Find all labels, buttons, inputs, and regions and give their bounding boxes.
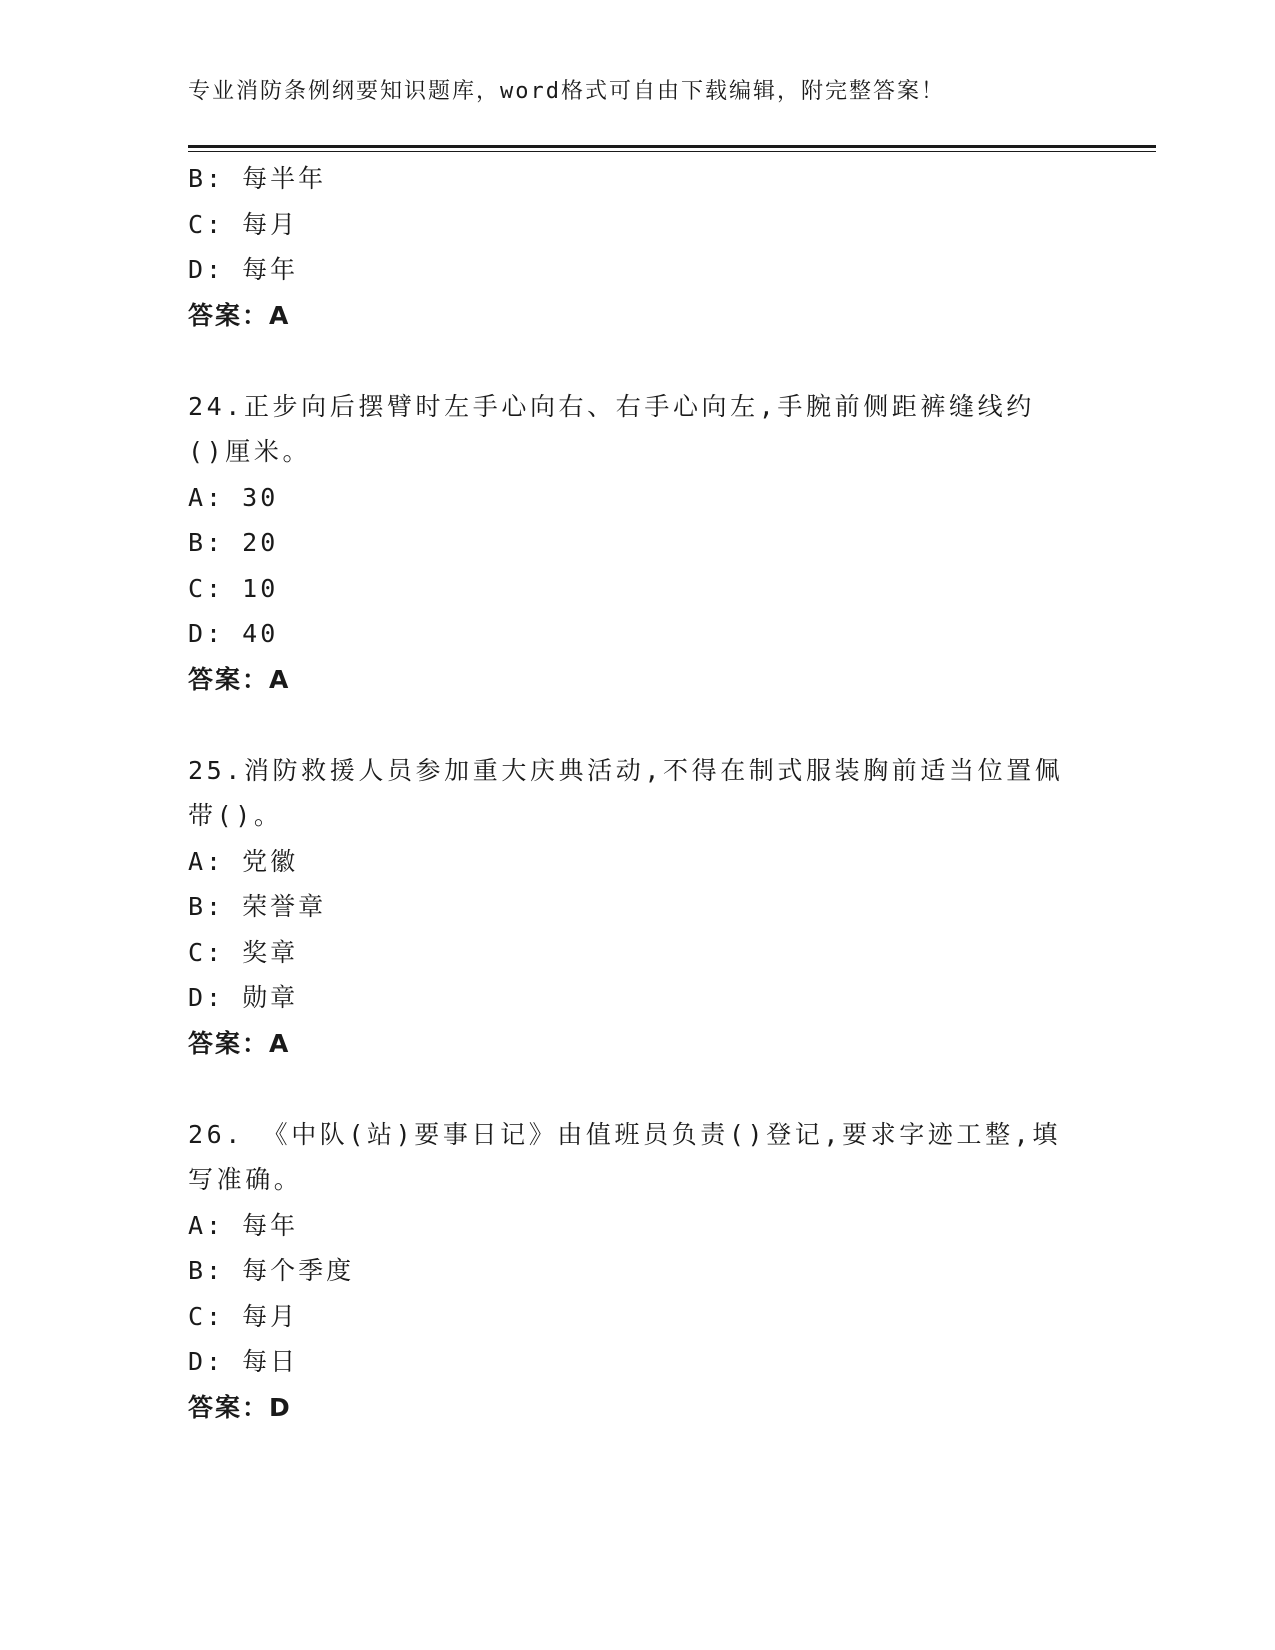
option: C: 10 xyxy=(188,573,279,603)
question-text: 25.消防救援人员参加重大庆典活动,不得在制式服装胸前适当位置佩带()。 xyxy=(188,755,1064,830)
option: A: 每年 xyxy=(188,1210,299,1240)
option: D: 每日 xyxy=(188,1347,299,1376)
option: A: 30 xyxy=(188,482,279,512)
option: A: 党徽 xyxy=(188,846,299,876)
header-rule-thin xyxy=(188,151,1156,152)
option: C: 每月 xyxy=(188,1301,299,1331)
option: B: 荣誉章 xyxy=(188,892,327,921)
answer: 答案：A xyxy=(188,664,291,694)
answer: 答案：A xyxy=(188,300,291,330)
option: B: 每半年 xyxy=(188,164,327,193)
option: B: 每个季度 xyxy=(188,1256,355,1285)
option: C: 每月 xyxy=(188,209,299,239)
question-text: 26. 《中队(站)要事日记》由值班员负责()登记,要求字迹工整,填写准确。 xyxy=(188,1119,1061,1194)
question-24 xyxy=(188,384,1088,703)
header-rule xyxy=(188,145,1156,148)
answer: 答案：D xyxy=(188,1392,292,1422)
question-26 xyxy=(188,1112,1088,1431)
option: D: 每年 xyxy=(188,255,299,284)
option: B: 20 xyxy=(188,528,279,557)
question-text: 24.正步向后摆臂时左手心向右、右手心向左,手腕前侧距裤缝线约()厘米。 xyxy=(188,391,1035,466)
option: D: 40 xyxy=(188,619,279,648)
question-list xyxy=(188,156,1088,1430)
document-header: 专业消防条例纲要知识题库，word格式可自由下载编辑，附完整答案！ xyxy=(188,79,945,104)
option: C: 奖章 xyxy=(188,937,299,967)
option: D: 勋章 xyxy=(188,983,299,1012)
question-25 xyxy=(188,748,1088,1067)
carryover-question xyxy=(188,156,1088,338)
answer: 答案：A xyxy=(188,1028,291,1058)
